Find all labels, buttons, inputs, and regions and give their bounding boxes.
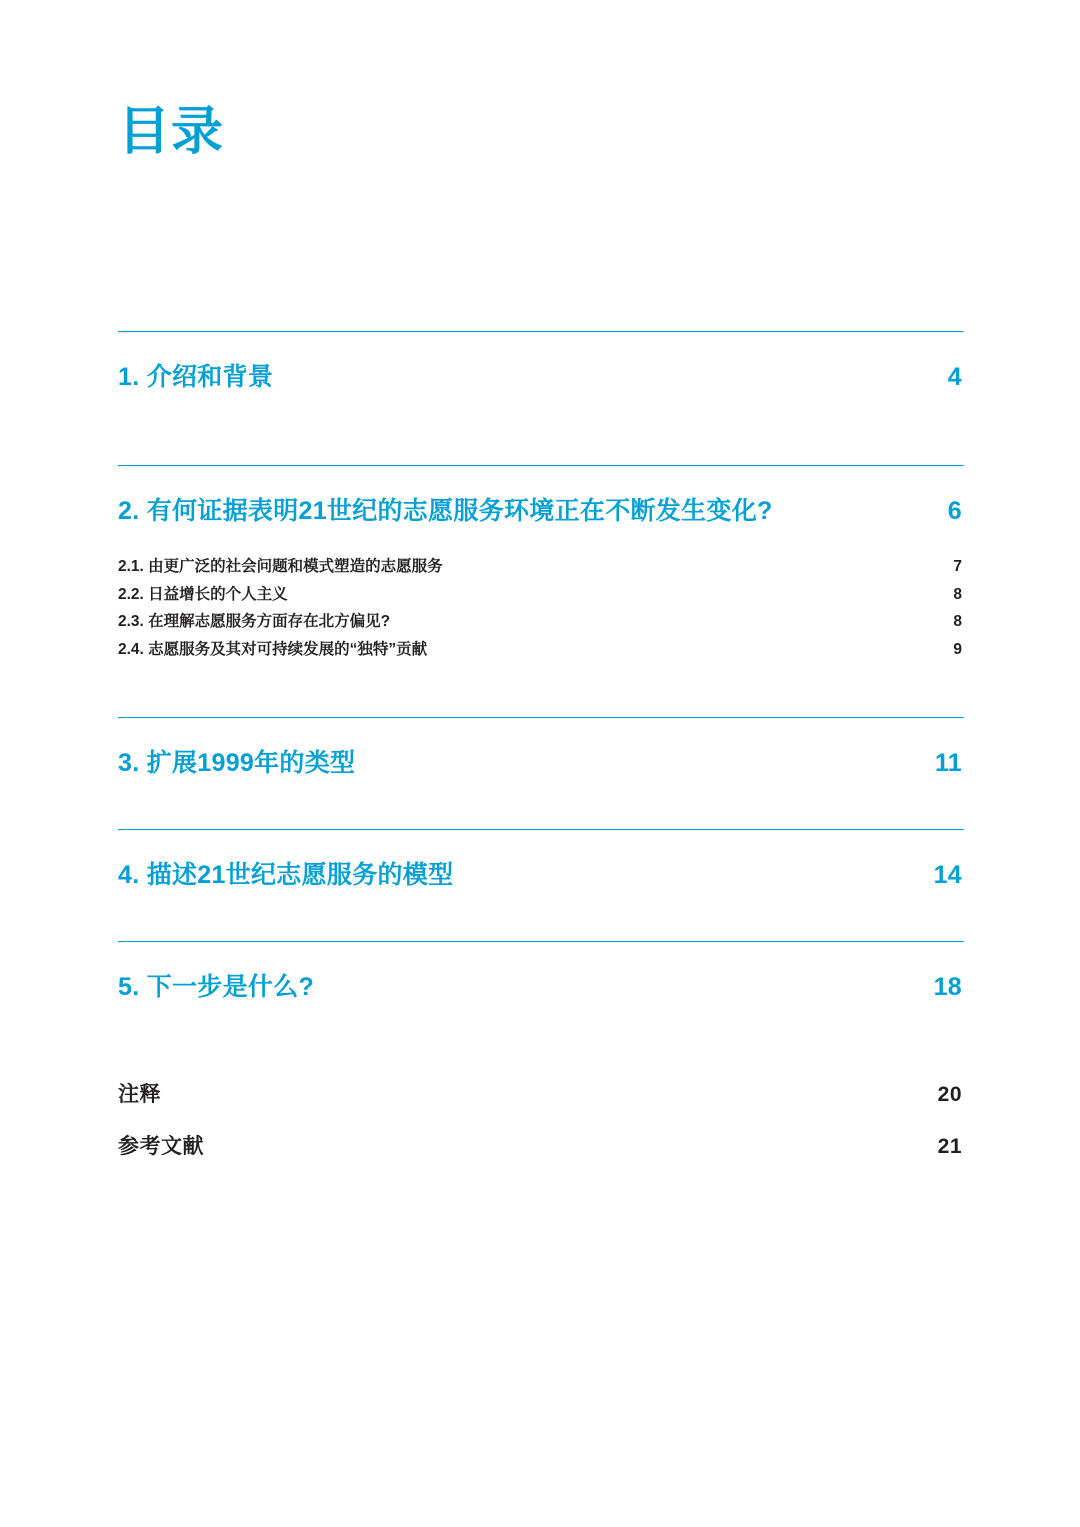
toc-subentry-page: 8 (953, 613, 962, 631)
toc-subentry-label: 2.1. 由更广泛的社会问题和模式塑造的志愿服务 (118, 558, 443, 576)
toc-entry-4[interactable] (118, 831, 962, 921)
toc-subentry-2-3[interactable] (118, 608, 962, 636)
toc-entry-page: 11 (934, 749, 962, 778)
toc-entry-page: 18 (933, 973, 962, 1002)
toc-entry-label: 5. 下一步是什么? (118, 973, 315, 1002)
toc-entry-label: 3. 扩展1999年的类型 (118, 749, 356, 778)
back-matter-list (118, 1067, 962, 1171)
toc-entry-3[interactable] (118, 719, 962, 809)
toc-subentry-page: 9 (953, 640, 962, 658)
spacer (118, 809, 962, 829)
toc-entry-5[interactable] (118, 943, 962, 1033)
spacer (118, 675, 962, 717)
toc-entry-references[interactable] (118, 1119, 962, 1171)
spacer (118, 921, 962, 941)
page-title: 目录 (118, 103, 225, 161)
toc-entry-page: 14 (933, 861, 962, 890)
toc-entry-1[interactable] (118, 333, 962, 423)
toc-subentry-2-4[interactable] (118, 636, 962, 664)
toc-entry-page: 20 (937, 1083, 962, 1107)
toc-subentry-2-2[interactable] (118, 581, 962, 609)
toc-entry-label: 注释 (118, 1083, 161, 1107)
toc-subentry-label: 2.2. 日益增长的个人主义 (118, 585, 288, 603)
toc-entry-page: 21 (937, 1135, 962, 1159)
toc-entry-page: 4 (947, 363, 962, 392)
spacer (118, 423, 962, 465)
toc-subentry-2-1[interactable] (118, 553, 962, 581)
toc-entry-label: 4. 描述21世纪志愿服务的模型 (118, 861, 454, 890)
toc-subentry-page: 7 (953, 558, 962, 576)
toc-list (118, 331, 962, 1171)
toc-entry-label: 1. 介绍和背景 (118, 363, 274, 392)
toc-subentry-page: 8 (953, 585, 962, 603)
toc-sublist-2 (118, 553, 962, 675)
toc-subentry-label: 2.4. 志愿服务及其对可持续发展的“独特”贡献 (118, 640, 428, 658)
toc-entry-label: 参考文献 (118, 1135, 204, 1159)
toc-subentry-label: 2.3. 在理解志愿服务方面存在北方偏见? (118, 613, 391, 631)
toc-entry-page: 6 (947, 497, 962, 526)
toc-entry-notes[interactable] (118, 1067, 962, 1119)
toc-entry-label: 2. 有何证据表明21世纪的志愿服务环境正在不断发生变化? (118, 497, 773, 526)
toc-entry-2[interactable] (118, 467, 962, 557)
